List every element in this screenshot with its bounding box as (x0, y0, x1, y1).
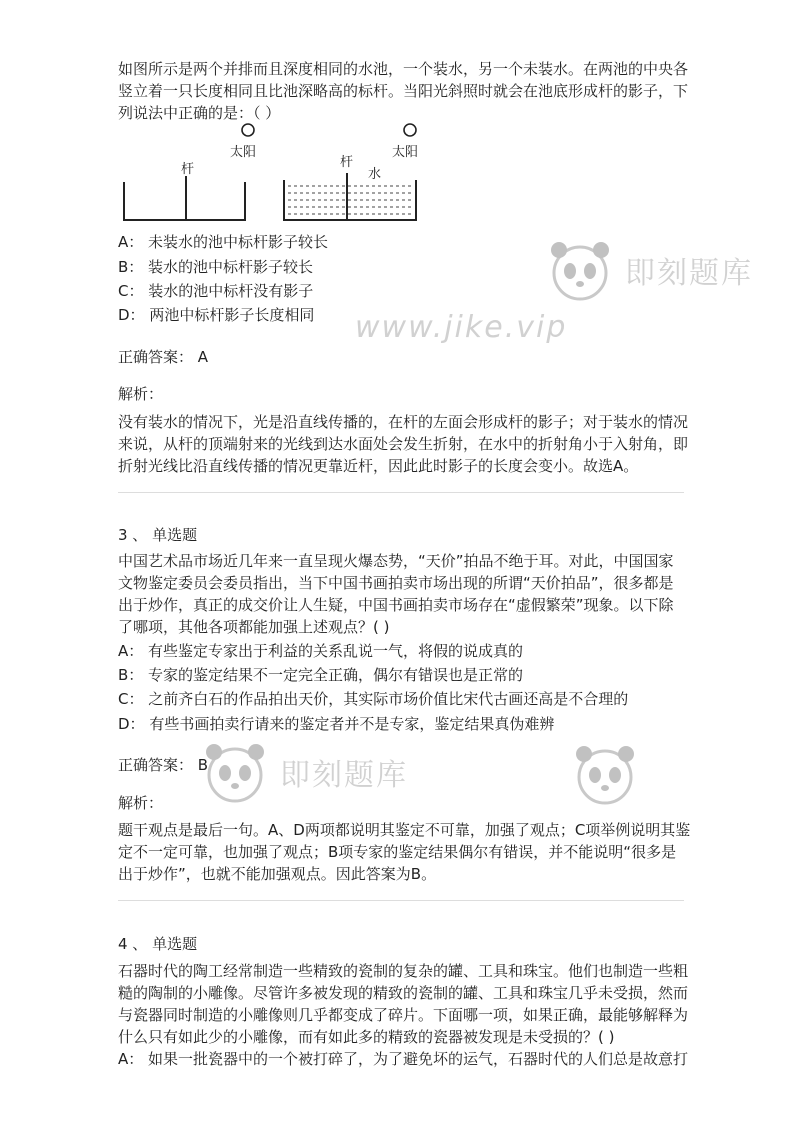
divider (118, 900, 684, 901)
question-4-header: 4 、 单选题 (118, 935, 198, 953)
water-label: 水 (368, 167, 382, 182)
analysis-text (118, 819, 691, 885)
question-3-header: 3 、 单选题 (118, 526, 198, 544)
option-d: D： 两池中标杆影子长度相同 (118, 306, 315, 324)
option-a: A： 有些鉴定专家出于利益的关系乱说一气，将假的说成真的 (118, 642, 524, 660)
option-b: B： 装水的池中标杆影子较长 (118, 258, 314, 276)
stem-line: 中国艺术品市场近几年来一直呈现火爆态势，“天价”拍品不绝于耳。对此，中国国家 (118, 552, 674, 570)
panda-logo-icon (570, 742, 640, 812)
stem-line: 竖立着一只长度相同且比池深略高的标杆。当阳光斜照时就会在池底形成杆的影子，下 (118, 82, 689, 100)
option-c: C： 装水的池中标杆没有影子 (118, 282, 314, 300)
pole-label: 杆 (340, 155, 354, 170)
analysis-text (118, 411, 689, 477)
stem-line: 糙的陶制的小雕像。尽管许多被发现的精致的瓷制的罐、工具和珠宝几乎未受损，然而 (118, 984, 689, 1002)
analysis-line: 没有装水的情况下，光是沿直线传播的，在杆的左面会形成杆的影子；对于装水的情况 (118, 413, 689, 431)
analysis-line: 来说，从杆的顶端射来的光线到达水面处会发生折射，在水中的折射角小于入射角，即 (118, 435, 689, 453)
stem-line: 什么只有如此少的小雕像，而有如此多的精致的瓷器被发现是未受损的？( ) (118, 1028, 615, 1046)
analysis-line: 定不一定可靠，也加强了观点；B项专家的鉴定结果偶尔有错误，并不能说明“很多是 (118, 843, 677, 861)
option-d: D： 有些书画拍卖行请来的鉴定者并不是专家，鉴定结果真伪难辨 (118, 715, 555, 733)
stem-line: 石器时代的陶工经常制造一些精致的瓷制的复杂的罐、工具和珠宝。他们也制造一些粗 (118, 962, 689, 980)
option-a: A： 如果一批瓷器中的一个被打碎了，为了避免坏的运气，石器时代的人们总是故意打 (118, 1050, 689, 1068)
empty-pool (124, 182, 245, 220)
sun-icon (404, 124, 416, 136)
stem-line: 如图所示是两个并排而且深度相同的水池，一个装水，另一个未装水。在两池的中央各 (118, 60, 689, 78)
question-4-stem (118, 960, 689, 1048)
question-2-figure (118, 118, 438, 228)
analysis-line: 题干观点是最后一句。A、D两项都说明其鉴定不可靠，加强了观点；C项举例说明其鉴 (118, 821, 691, 839)
pole-label: 杆 (181, 162, 195, 177)
question-2-stem (118, 58, 689, 124)
stem-line: 列说法中正确的是：（ ） (118, 104, 281, 122)
analysis-line: 折射光线比沿直线传播的情况更靠近杆，因此此时影子的长度会变小。故选A。 (118, 457, 639, 475)
stem-line: 出于炒作，真正的成交价让人生疑，中国书画拍卖市场存在“虚假繁荣”现象。以下除 (118, 596, 674, 614)
option-a: A： 未装水的池中标杆影子较长 (118, 233, 329, 251)
stem-line: 文物鉴定委员会委员指出，当下中国书画拍卖市场出现的所谓“天价拍品”，很多都是 (118, 574, 674, 592)
watermark-name: 即刻题库 (625, 256, 753, 291)
sun-label: 太阳 (230, 145, 257, 160)
sun-label: 太阳 (392, 145, 419, 160)
analysis-label: 解析： (118, 385, 164, 403)
question-3-stem (118, 550, 684, 638)
correct-answer: 正确答案： B (118, 756, 209, 774)
analysis-label: 解析： (118, 794, 164, 812)
option-c: C： 之前齐白石的作品拍出天价，其实际市场价值比宋代古画还高是不合理的 (118, 690, 629, 708)
correct-answer: 正确答案： A (118, 348, 209, 366)
pool-diagram (118, 118, 438, 228)
option-b: B： 专家的鉴定结果不一定完全正确，偶尔有错误也是正常的 (118, 666, 524, 684)
watermark-name: 即刻题库 (280, 758, 408, 793)
stem-line: 了哪项，其他各项都能加强上述观点？( ) (118, 618, 390, 636)
watermark-url: www.jike.vip (355, 310, 568, 345)
stem-line: 与瓷器同时制造的小雕像则几乎都变成了碎片。下面哪一项，如果正确，最能够解释为 (118, 1006, 689, 1024)
analysis-line: 出于炒作”，也就不能加强观点。因此答案为B。 (118, 865, 437, 883)
panda-logo-icon (200, 740, 270, 810)
divider (118, 492, 684, 493)
sun-icon (242, 124, 254, 136)
panda-logo-icon (545, 238, 615, 308)
water-fill (288, 186, 412, 214)
